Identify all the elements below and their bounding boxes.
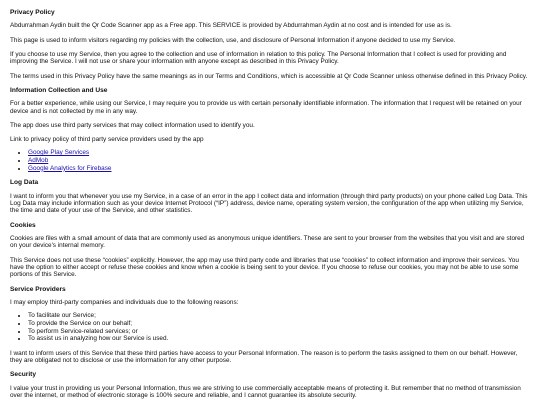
information-collection-heading: Information Collection and Use	[10, 86, 108, 94]
security-paragraph: I value your trust in providing us your Personal Information, thus we are striving to use commercially acceptable means of protecting it. But remember that no method of transmission over the internet, or method of electronic storage is 100% secure and reliable, and I cannot guarantee its absolute security.	[10, 384, 521, 400]
list-item	[28, 157, 528, 165]
list-item	[28, 149, 528, 157]
collection-paragraph-3: Link to privacy policy of third party service providers used by the app	[10, 136, 204, 144]
privacy-consent-paragraph: If you choose to use my Service, then you agree to the collection and use of information in relation to this policy. The Personal Information that I collect is used for providing and improving the Service. I will not use or share your information with anyone except as described in this Privacy Policy.	[10, 50, 507, 66]
log-data-heading: Log Data	[10, 179, 39, 187]
list-item	[28, 165, 528, 173]
list-item: • To perform Service-related services; or	[28, 328, 528, 336]
log-data-paragraph: I want to inform you that whenever you use my Service, in a case of an error in the app I collect data and information (through third party products) on your phone called Log Data. This Log Data may include information such as your device Internet Protocol (“IP”) address, device name, operating system version, the configuration of the app when utilizing my Service, the time and date of your use of the Service, and other statistics.	[10, 192, 528, 215]
service-providers-list	[10, 312, 528, 342]
cookies-paragraph-2: This Service does not use these “cookies” explicitly. However, the app may use third party code and libraries that use “cookies” to collect information and improve their services. You have the option to either accept or refuse these cookies and know when a cookie is being sent to your device. If you choose to refuse our cookies, you may not be able to use some portions of this Service.	[10, 256, 519, 279]
cookies-heading: Cookies	[10, 221, 36, 229]
collection-paragraph-1: For a better experience, while using our Service, I may require you to provide us with certain personally identifiable information. The information that I request will be retained on your device and is not collected by me in any way.	[10, 100, 522, 115]
service-providers-paragraph-1: I may employ third-party companies and individuals due to the following reasons:	[10, 299, 239, 307]
third-party-links-list	[10, 149, 528, 172]
google-analytics-firebase-link[interactable]: Google Analytics for Firebase	[28, 164, 112, 172]
privacy-purpose-paragraph: This page is used to inform visitors regarding my policies with the collection, use, and disclosure of Personal Information if anyone decided to use my Service.	[10, 36, 456, 44]
security-heading: Security	[10, 371, 37, 379]
privacy-policy-heading: Privacy Policy	[10, 9, 55, 16]
cookies-paragraph-1: Cookies are files with a small amount of data that are commonly used as anonymous unique identifiers. These are sent to your browser from the websites that you visit and are stored on your device's internal memory.	[10, 234, 525, 250]
list-item: • To assist us in analyzing how our Service is used.	[28, 335, 528, 343]
privacy-policy-page	[10, 9, 528, 406]
google-play-services-link[interactable]: Google Play Services	[28, 149, 90, 157]
list-item: • To provide the Service on our behalf;	[28, 320, 528, 328]
admob-link[interactable]: AdMob	[28, 157, 49, 165]
service-providers-heading: Service Providers	[10, 285, 66, 293]
list-item: • To facilitate our Service;	[28, 312, 528, 320]
privacy-intro-paragraph: Abdurrahman Aydin built the Qr Code Scanner app as a Free app. This SERVICE is provided by Abdurrahman Aydin at no cost and is intended for use as is.	[10, 22, 452, 30]
service-providers-paragraph-2: I want to inform users of this Service that these third parties have access to your Personal Information. The reason is to perform the tasks assigned to them on our behalf. However, they are obligated not to disclose or use the information for any other purpose.	[10, 349, 518, 365]
collection-paragraph-2: The app does use third party services that may collect information used to identify you.	[10, 121, 255, 129]
privacy-terms-paragraph: The terms used in this Privacy Policy have the same meanings as in our Terms and Conditions, which is accessible at Qr Code Scanner unless otherwise defined in this Privacy Policy.	[10, 72, 528, 80]
